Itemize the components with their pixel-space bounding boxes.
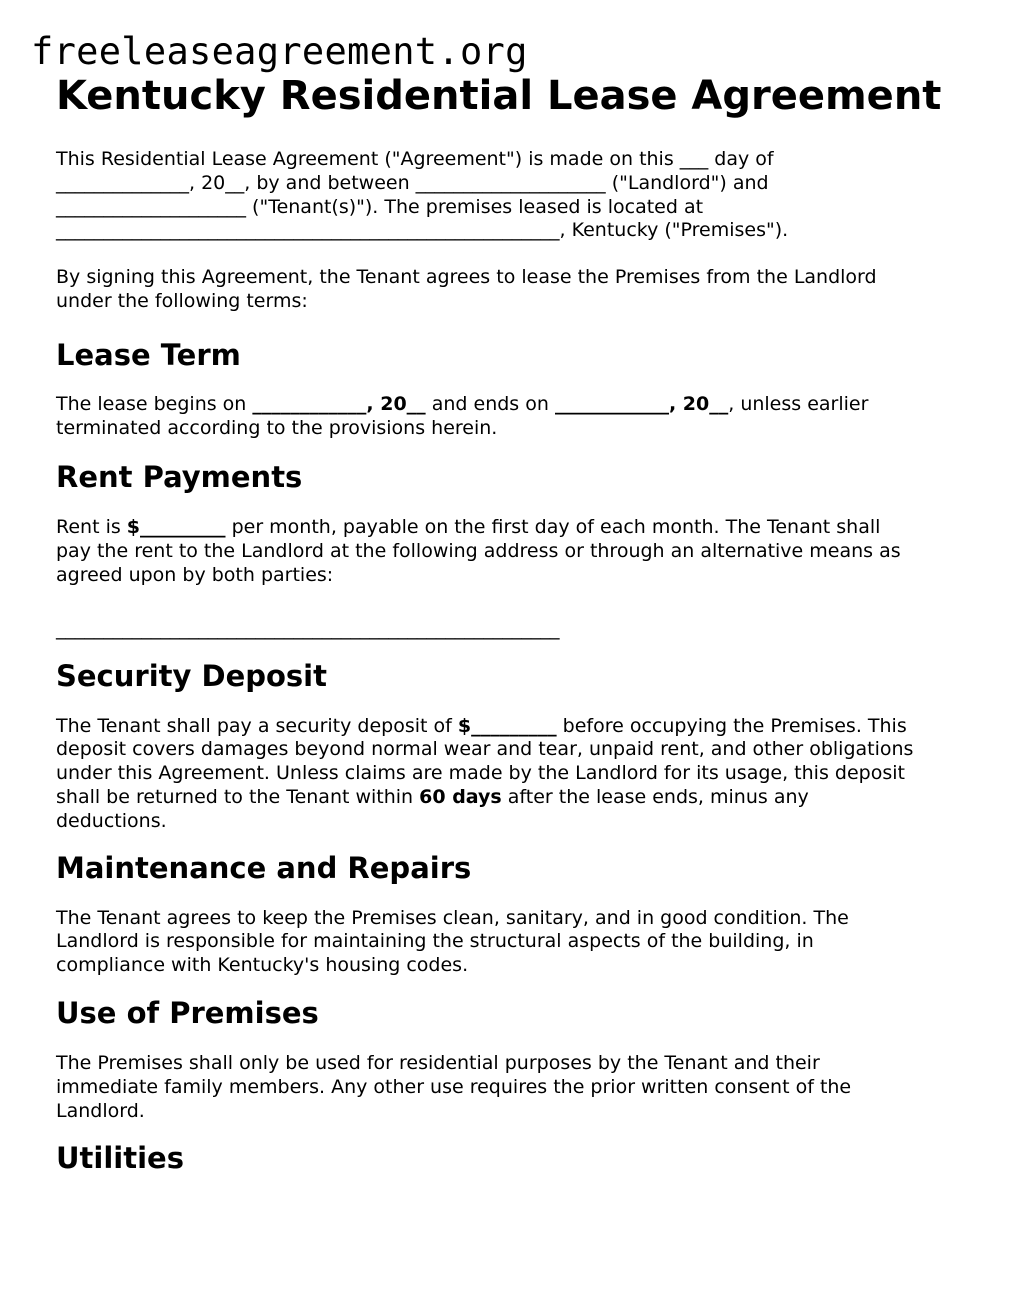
terms-line-1: By signing this Agreement, the Tenant agrees to lease the Premises from the Landlord (56, 266, 877, 289)
lease-term-heading: Lease Term (56, 337, 241, 372)
lease-end-date-blank: ____________, 20__ (554, 392, 729, 415)
intro-line-1: This Residential Lease Agreement ("Agreement") is made on this ___ day of (56, 148, 774, 170)
use-of-premises-paragraph (56, 1052, 966, 1123)
rent-payments-paragraph (56, 516, 966, 587)
document-title: Kentucky Residential Lease Agreement (56, 73, 942, 119)
lease-document (56, 72, 966, 1176)
rent-per-month-text: per month, payable on the first day of each month. The Tenant shall (225, 516, 881, 539)
rent-line-1 (56, 516, 880, 538)
lease-begins-text: The lease begins on (56, 392, 253, 415)
lease-ends-text: and ends on (425, 392, 555, 415)
use-line-1: The Premises shall only be used for residential purposes by the Tenant and their (56, 1051, 820, 1074)
security-after-text: after the lease ends, minus any (501, 785, 809, 808)
security-line-4 (56, 786, 809, 808)
intro-line-3: ____________________ ("Tenant(s)"). The premises leased is located at (56, 195, 704, 218)
maintenance-line-3: compliance with Kentucky's housing codes. (56, 954, 469, 977)
lease-unless-text: , unless earlier (728, 392, 869, 415)
security-line-5: deductions. (56, 809, 167, 832)
intro-paragraph (56, 148, 966, 243)
rent-payments-heading: Rent Payments (56, 460, 303, 495)
use-of-premises-heading: Use of Premises (56, 995, 319, 1030)
security-return-days: 60 days (419, 785, 502, 808)
intro-line-4: _____________________________________________________, Kentucky ("Premises"). (56, 219, 789, 242)
security-line-1 (56, 715, 907, 737)
security-deposit-paragraph (56, 715, 966, 834)
security-returned-text: shall be returned to the Tenant within (56, 785, 420, 808)
security-amount-blank: $_________ (457, 714, 557, 737)
site-watermark: freeleaseagreement.org (31, 30, 528, 73)
rent-amount-blank: $_________ (126, 516, 226, 539)
rent-is-text: Rent is (56, 516, 127, 539)
utilities-heading: Utilities (56, 1141, 184, 1176)
security-before-text: before occupying the Premises. This (556, 714, 907, 737)
rent-address-blank: _____________________________________________________ (56, 617, 560, 640)
security-line-2: deposit covers damages beyond normal wear and tear, unpaid rent, and other obligations (56, 738, 914, 761)
lease-term-paragraph (56, 393, 966, 441)
maintenance-heading: Maintenance and Repairs (56, 850, 472, 885)
rent-line-3: agreed upon by both parties: (56, 563, 334, 586)
use-line-3: Landlord. (56, 1099, 145, 1122)
security-deposit-heading: Security Deposit (56, 658, 327, 693)
lease-start-date-blank: ____________, 20__ (252, 392, 426, 415)
maintenance-line-2: Landlord is responsible for maintaining the structural aspects of the building, in (56, 930, 814, 953)
security-pay-text: The Tenant shall pay a security deposit of (56, 714, 458, 737)
maintenance-line-1: The Tenant agrees to keep the Premises clean, sanitary, and in good condition. The (56, 906, 849, 929)
use-line-2: immediate family members. Any other use requires the prior written consent of the (56, 1075, 852, 1098)
maintenance-paragraph (56, 907, 966, 978)
rent-line-2: pay the rent to the Landlord at the following address or through an alternative means as (56, 540, 901, 563)
intro-line-2: ______________, 20__, by and between ____________________ ("Landlord") and (56, 171, 769, 194)
terms-paragraph (56, 266, 966, 314)
lease-term-line-1 (56, 393, 868, 415)
security-line-3: under this Agreement. Unless claims are made by the Landlord for its usage, this deposit (56, 762, 905, 785)
terms-line-2: under the following terms: (56, 289, 308, 312)
lease-term-line-2: terminated according to the provisions herein. (56, 416, 498, 439)
